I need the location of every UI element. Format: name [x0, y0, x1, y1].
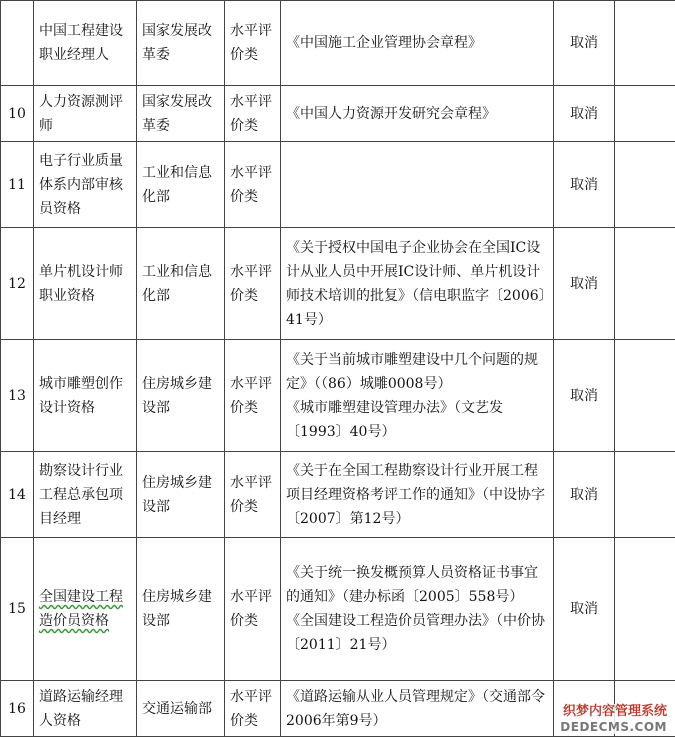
row-number-cell: 13	[1, 340, 34, 452]
row-number-cell: 16	[1, 681, 34, 737]
type-cell: 水平评价类	[225, 681, 281, 737]
basis-cell	[281, 452, 554, 538]
department-cell: 住房城乡建设部	[137, 538, 225, 681]
row-number-cell: 14	[1, 452, 34, 538]
department-cell: 住房城乡建设部	[137, 452, 225, 538]
basis-cell	[281, 142, 554, 228]
department-cell: 工业和信息化部	[137, 142, 225, 228]
table-row	[1, 142, 675, 228]
row-number-cell: 11	[1, 142, 34, 228]
watermark-line2: DEDECMS.COM	[558, 720, 669, 734]
basis-cell	[281, 538, 554, 681]
basis-document: 《关于当前城市雕塑建设中几个问题的规定》（（86）城雕0008号）	[286, 348, 548, 396]
table-row	[1, 538, 675, 681]
table-row	[1, 340, 675, 452]
table-row	[1, 228, 675, 340]
basis-cell	[281, 228, 554, 340]
remark-cell	[615, 1, 675, 86]
department-cell: 国家发展改革委	[137, 1, 225, 86]
qualification-name-cell	[34, 538, 137, 681]
basis-document: 《道路运输从业人员管理规定》（交通部令2006年第9号）	[286, 685, 548, 733]
type-cell: 水平评价类	[225, 228, 281, 340]
basis-cell	[281, 86, 554, 142]
basis-document: 《关于在全国工程勘察设计行业开展工程项目经理资格考评工作的通知》（中设协字〔2007〕第12号）	[286, 459, 548, 531]
table-row	[1, 1, 675, 86]
remark-cell	[615, 142, 675, 228]
basis-document: 《中国施工企业管理协会章程》	[286, 31, 548, 55]
watermark-line1: 织梦内容管理系统	[558, 704, 669, 720]
remark-cell	[615, 340, 675, 452]
basis-cell	[281, 681, 554, 737]
row-number-cell: 15	[1, 538, 34, 681]
row-number-cell	[1, 1, 34, 86]
remark-cell	[615, 538, 675, 681]
qualification-name-cell: 电子行业质量体系内部审核员资格	[34, 142, 137, 228]
basis-document: 《关于统一换发概预算人员资格证书事宜的通知》（建办标函〔2005〕558号）	[286, 561, 548, 609]
type-cell: 水平评价类	[225, 1, 281, 86]
row-number-cell: 12	[1, 228, 34, 340]
result-cell: 取消	[554, 86, 615, 142]
basis-cell	[281, 1, 554, 86]
basis-cell	[281, 340, 554, 452]
basis-document: 《中国人力资源开发研究会章程》	[286, 102, 548, 126]
type-cell: 水平评价类	[225, 452, 281, 538]
qualification-name-cell: 勘察设计行业工程总承包项目经理	[34, 452, 137, 538]
department-cell: 工业和信息化部	[137, 228, 225, 340]
result-cell: 取消	[554, 142, 615, 228]
result-cell: 取消	[554, 1, 615, 86]
department-cell: 国家发展改革委	[137, 86, 225, 142]
watermark	[558, 704, 669, 734]
row-number-cell: 10	[1, 86, 34, 142]
qualification-name-cell: 城市雕塑创作设计资格	[34, 340, 137, 452]
type-cell: 水平评价类	[225, 538, 281, 681]
remark-cell	[615, 452, 675, 538]
qualification-name-cell: 中国工程建设职业经理人	[34, 1, 137, 86]
department-cell: 交通运输部	[137, 681, 225, 737]
result-cell: 取消	[554, 340, 615, 452]
table-row	[1, 452, 675, 538]
department-cell: 住房城乡建设部	[137, 340, 225, 452]
basis-document: 《城市雕塑建设管理办法》（文艺发〔1993〕40号）	[286, 396, 548, 444]
result-cell: 取消	[554, 538, 615, 681]
result-cell: 取消	[554, 228, 615, 340]
result-cell: 取消	[554, 452, 615, 538]
type-cell: 水平评价类	[225, 86, 281, 142]
qualification-name-cell: 道路运输经理人资格	[34, 681, 137, 737]
qualification-name-cell: 人力资源测评师	[34, 86, 137, 142]
table-row	[1, 86, 675, 142]
basis-document: 《全国建设工程造价员管理办法》（中价协〔2011〕21号）	[286, 609, 548, 657]
type-cell: 水平评价类	[225, 340, 281, 452]
qualification-name: 全国建设工程造价员资格	[39, 589, 123, 629]
qualification-name-cell: 单片机设计师职业资格	[34, 228, 137, 340]
type-cell: 水平评价类	[225, 142, 281, 228]
remark-cell	[615, 86, 675, 142]
basis-document: 《关于授权中国电子企业协会在全国IC设计从业人员中开展IC设计师、单片机设计师技术培训的批复》（信电职监字〔2006〕41号）	[286, 236, 548, 332]
remark-cell	[615, 228, 675, 340]
